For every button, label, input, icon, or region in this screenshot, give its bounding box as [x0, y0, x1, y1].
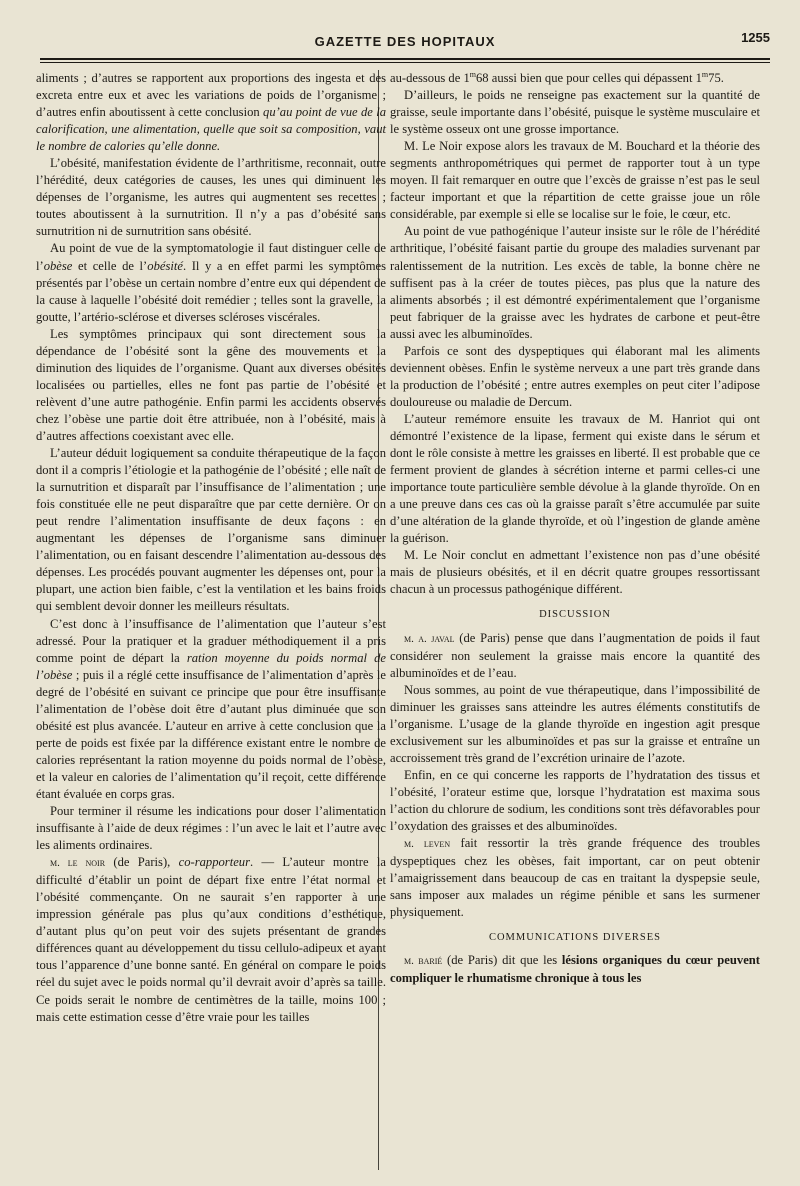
paragraph: Enfin, en ce qui concerne les rapports de l’hydratation des tissus et l’obésité, l’orateur estime que, lorsque l’hydratation est maxima sous l’action du chlorure de sodium, les conditions sont très défavorables pour l’oxydation des graisses et des albuminoïdes.: [390, 767, 760, 834]
paragraph: m. le noir (de Paris), co-rapporteur. — L’auteur montre la difficulté d’établir un point de départ fixe entre l’état normal et l’obésité commençante. On ne saurait s’en rapporter à une impression générale pas plus qu’aux conditions d’esthétique, d’autant plus qu’on peut voir des sujets présentant de grandes différences quant au développement du tissu cellulo-adipeux et ayant tous l’apparence d’une bonne santé. En général on compare le poids réel du sujet avec le poids normal qu’il devrait avoir d’après sa taille. Ce poids serait le nombre de centimètres de la taille, moins 100 ; mais cette estimation cesse d’être vraie pour les tailles: [36, 855, 386, 1024]
paragraph: C’est donc à l’insuffisance de l’alimentation que l’auteur s’est adressé. Pour la pratiquer et la graduer méthodiquement il a pris comme point de départ la ration moyenne du poids normal de l’obèse ; puis il a réglé cette insuffisance de l’alimentation d’après le degré de l’obésité en suivant ce principe que pour être insuffisante l’alimentation de l’obèse doit être d’autant plus diminuée que son obésité est plus avancée. L’auteur en arrive à cette conclusion que la perte de poids est fixée par la différence existant entre le nombre de calories représentant la ration moyenne du poids normal de l’obèse, et la valeur en calories de l’alimentation qu’il reçoit, cette différence étant évaluée en corps gras.: [36, 616, 386, 801]
journal-title: GAZETTE DES HOPITAUX: [314, 34, 496, 49]
paragraph: Parfois ce sont des dyspeptiques qui élaborant mal les aliments deviennent obèses. Enfin le système nerveux a une part très grande dans la production de l’obésité ; entre autres exemples on peut citer l’adipose douloureuse ou maladie de Dercum.: [390, 343, 760, 409]
paragraph: Nous sommes, au point de vue thérapeutique, dans l’impossibilité de diminuer les graisses sans atteindre les autres éléments constitutifs de l’organisme. L’usage de la glande thyroïde en ingestion agit presque exclusivement sur les albuminoïdes et pas sur la graisse et entraîne un accroissement très grand de l’excrétion urinaire de l’azote.: [390, 682, 760, 765]
paragraph: L’auteur déduit logiquement sa conduite thérapeutique de la façon dont il a compris l’étiologie et la pathogénie de l’obésité ; elle naît de la surnutrition et disparaît par l’insuffisance de l’alimentation ; une fois constituée elle ne peut disparaître que par cette dernière. Or on peut rendre l’alimentation insuffisante de deux façons : en augmentant les dépenses de l’organisme sans diminuer l’alimentation, ou en faisant descendre l’alimentation au-dessous des dépenses. Les procédés pouvant augmenter les dépenses ont, pour la plupart, une action bien faible, c’est la ventilation et les bains froids qui semblent devoir donner les meilleurs résultats.: [36, 446, 386, 614]
paragraph: m. barié (de Paris) dit que les lésions organiques du cœur peuvent compliquer le rhumatisme chronique à tous les: [390, 953, 760, 986]
paragraph: m. leven fait ressortir la très grande fréquence des troubles dyspeptiques chez les obèses, fait important, car on peut obtenir l’amaigrissement dans beaucoup de cas en traitant la dyspepsie seule, sans imposer aux malades un régime pénible et sans les surmener physiquement.: [390, 836, 760, 920]
right-column: [390, 70, 760, 987]
speaker-name: m. a. javal: [404, 632, 455, 645]
paragraph: Pour terminer il résume les indications pour doser l’alimentation insuffisante à l’aide de deux régimes : l’un avec le lait et l’autre avec les aliments ordinaires.: [36, 804, 386, 853]
left-column: [36, 70, 386, 1026]
paragraph: m. a. javal (de Paris) pense que dans l’augmentation de poids il faut considérer non seulement la graisse mais encore la quantité des albuminoïdes et de l’eau.: [390, 630, 760, 680]
paragraph: M. Le Noir conclut en admettant l’existence non pas d’une obésité mais de plusieurs obésités, et il en décrit quatre groupes ressortissant chacun à un processus pathogénique différent.: [390, 548, 760, 597]
section-heading-communications: COMMUNICATIONS DIVERSES: [488, 932, 662, 944]
paragraph: Au point de vue pathogénique l’auteur insiste sur le rôle de l’hérédité arthritique, l’obésité faisant partie du groupe des maladies survenant par ralentissement de la nutrition. Les excès de table, la bonne chère ne suffisent pas à la créer de toutes pièces, pas plus que la nature des aliments absorbés ; il est démontré expérimentalement que l’organisme peut fabriquer de la graisse avec les hydrates de carbone et peut-être aussi avec les albuminoïdes.: [390, 224, 760, 341]
section-heading-discussion: DISCUSSION: [539, 609, 611, 621]
paragraph: Au point de vue de la symptomatologie il faut distinguer celle de l’obèse et celle de l’obésité. Il y a en effet parmi les symptômes présentés par l’obèse un certain nombre d’entre eux qui dépendent de la cause à laquelle l’obésité doit remédier ; telles sont la gravelle, la goutte, l’artério-sclérose et diverses scléroses viscérales.: [36, 241, 386, 324]
paragraph: L’obésité, manifestation évidente de l’arthritisme, reconnait, outre l’hérédité, deux catégories de causes, les unes qui diminuent les dépenses de l’organisme, les autres qui augmentent ses recettes ; toutes aboutissent à la surnutrition. Il n’y a pas d’obésité sans surnutrition ni de surnutrition sans obésité.: [36, 156, 386, 239]
page-header: [40, 30, 770, 54]
paragraph: M. Le Noir expose alors les travaux de M. Bouchard et la théorie des segments anthropométriques qui permet de rapporter tout à un type moyen. Il fait remarquer en outre que l’excès de graisse n’est pas le seul facteur important et que la répartition de cette graisse joue un rôle considérable, par exemple si elle se localise sur le foie, le cœur, etc.: [390, 139, 760, 222]
page-number: 1255: [741, 30, 770, 45]
speaker-name: m. barié: [404, 955, 443, 968]
paragraph: au-dessous de 1$^m$68 aussi bien que pour celles qui dépassent 1$^m$75.: [390, 69, 724, 85]
header-rule-thick: [40, 58, 770, 60]
speaker-name: m. leven: [404, 838, 451, 851]
paragraph: D’ailleurs, le poids ne renseigne pas exactement sur la quantité de graisse, seule importante dans l’obésité, puisque le système musculaire et le système osseux ont une grosse importance.: [390, 88, 760, 137]
paragraph: L’auteur remémore ensuite les travaux de M. Hanriot qui ont démontré l’existence de la lipase, ferment qui existe dans le sérum et dont le rôle consiste à mettre les graisses en liberté. Il est probable que ce ferment provient de glandes à sécrétion interne et parmi celles-ci une importance toute particulière semble dévolue à la glande thyroïde. On en a une preuve dans ces cas où la graisse paraît s’être accumulée par suite d’une altération de la glande thyroïde, et où l’ingestion de glande amène la guérison.: [390, 411, 760, 546]
paragraph: aliments ; d’autres se rapportent aux proportions des ingesta et des excreta entre eux et avec les variations de poids de l’organisme ; d’autres enfin aboutissent à cette conclusion qu’au point de vue de la calorification, une alimentation, quelle que soit sa composition, vaut le nombre de calories qu’elle donne.: [36, 71, 386, 154]
speaker-name: m. le noir: [50, 857, 106, 870]
paragraph: Les symptômes principaux qui sont directement sous la dépendance de l’obésité sont la gêne des mouvements et la diminution des liquides de l’organisme. Quant aux diverses obésités localisées ou partielles, elles ne font pas partie de l’obésité et relèvent d’une autre pathogénie. Enfin parmi les accidents observés chez l’obèse une partie doit être attribuée, non à l’obésité, mais à d’autres affections coexistant avec elle.: [36, 326, 386, 443]
header-rule-thin: [40, 62, 770, 63]
